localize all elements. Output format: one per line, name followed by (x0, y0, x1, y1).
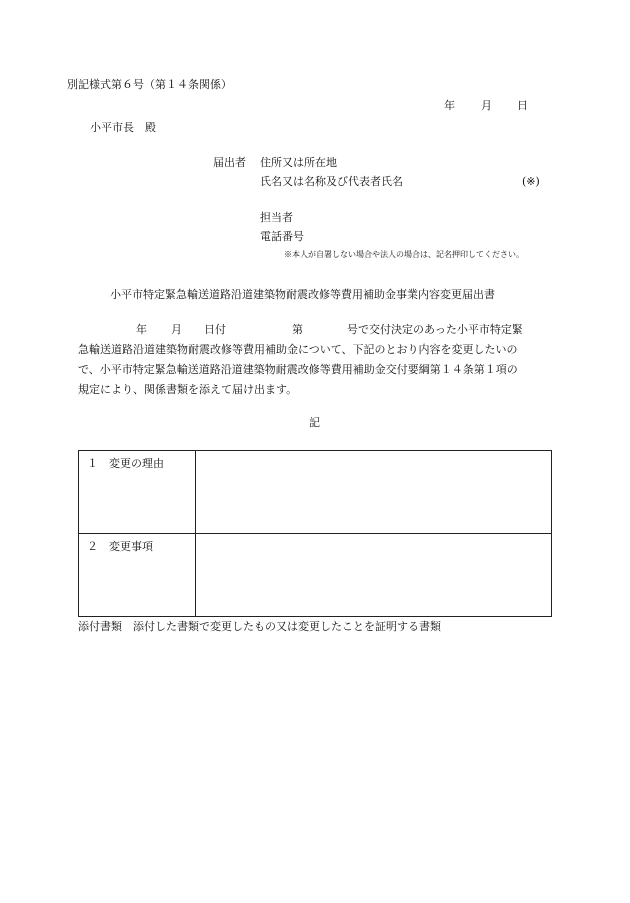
person-in-charge-label: 担当者 (260, 211, 293, 224)
body-no: 第 (292, 323, 303, 336)
table-row (79, 451, 552, 534)
change-items-field[interactable] (196, 534, 552, 617)
signature-note: ※本人が自署しない場合や法人の場合は、記名押印してください。 (284, 250, 524, 259)
applicant-label: 届出者 (213, 156, 246, 169)
body-year: 年 (136, 323, 147, 336)
body-line-4: 規定により、関係書類を添えて届け出ます。 (78, 383, 298, 396)
addressee: 小平市長 殿 (90, 121, 156, 134)
document-title: 小平市特定緊急輸送道路沿道建築物耐震改修等費用補助金事業内容変更届出書 (110, 288, 495, 301)
attachments-note: 添付書類 添付した書類で変更したもの又は変更したことを証明する書類 (78, 620, 441, 633)
date-year: 年 (444, 99, 455, 112)
date-month: 月 (481, 99, 492, 112)
phone-label: 電話番号 (260, 230, 304, 243)
ki-heading: 記 (309, 416, 320, 429)
reason-field[interactable] (196, 451, 552, 534)
body-line1-rest: 号で交付決定のあった小平市特定緊 (347, 323, 523, 336)
body-line-1 (78, 321, 556, 339)
reason-label: １ 変更の理由 (79, 451, 196, 534)
body-month: 月 (171, 323, 182, 336)
change-items-label: ２ 変更事項 (79, 534, 196, 617)
date-day: 日 (517, 99, 528, 112)
seal-mark: (※) (522, 175, 540, 188)
name-label: 氏名又は名称及び代表者氏名 (260, 175, 403, 188)
table-row (79, 534, 552, 617)
form-number: 別記様式第６号（第１４条関係） (67, 78, 232, 91)
body-line-3: で、小平市特定緊急輸送道路沿道建築物耐震改修等費用補助金交付要綱第１４条第１項の (78, 363, 518, 376)
body-day: 日付 (204, 323, 226, 336)
body-line-2: 急輸送道路沿道建築物耐震改修等費用補助金について、下記のとおり内容を変更したいの (78, 343, 518, 356)
address-label: 住所又は所在地 (260, 156, 337, 169)
change-table (78, 450, 552, 617)
